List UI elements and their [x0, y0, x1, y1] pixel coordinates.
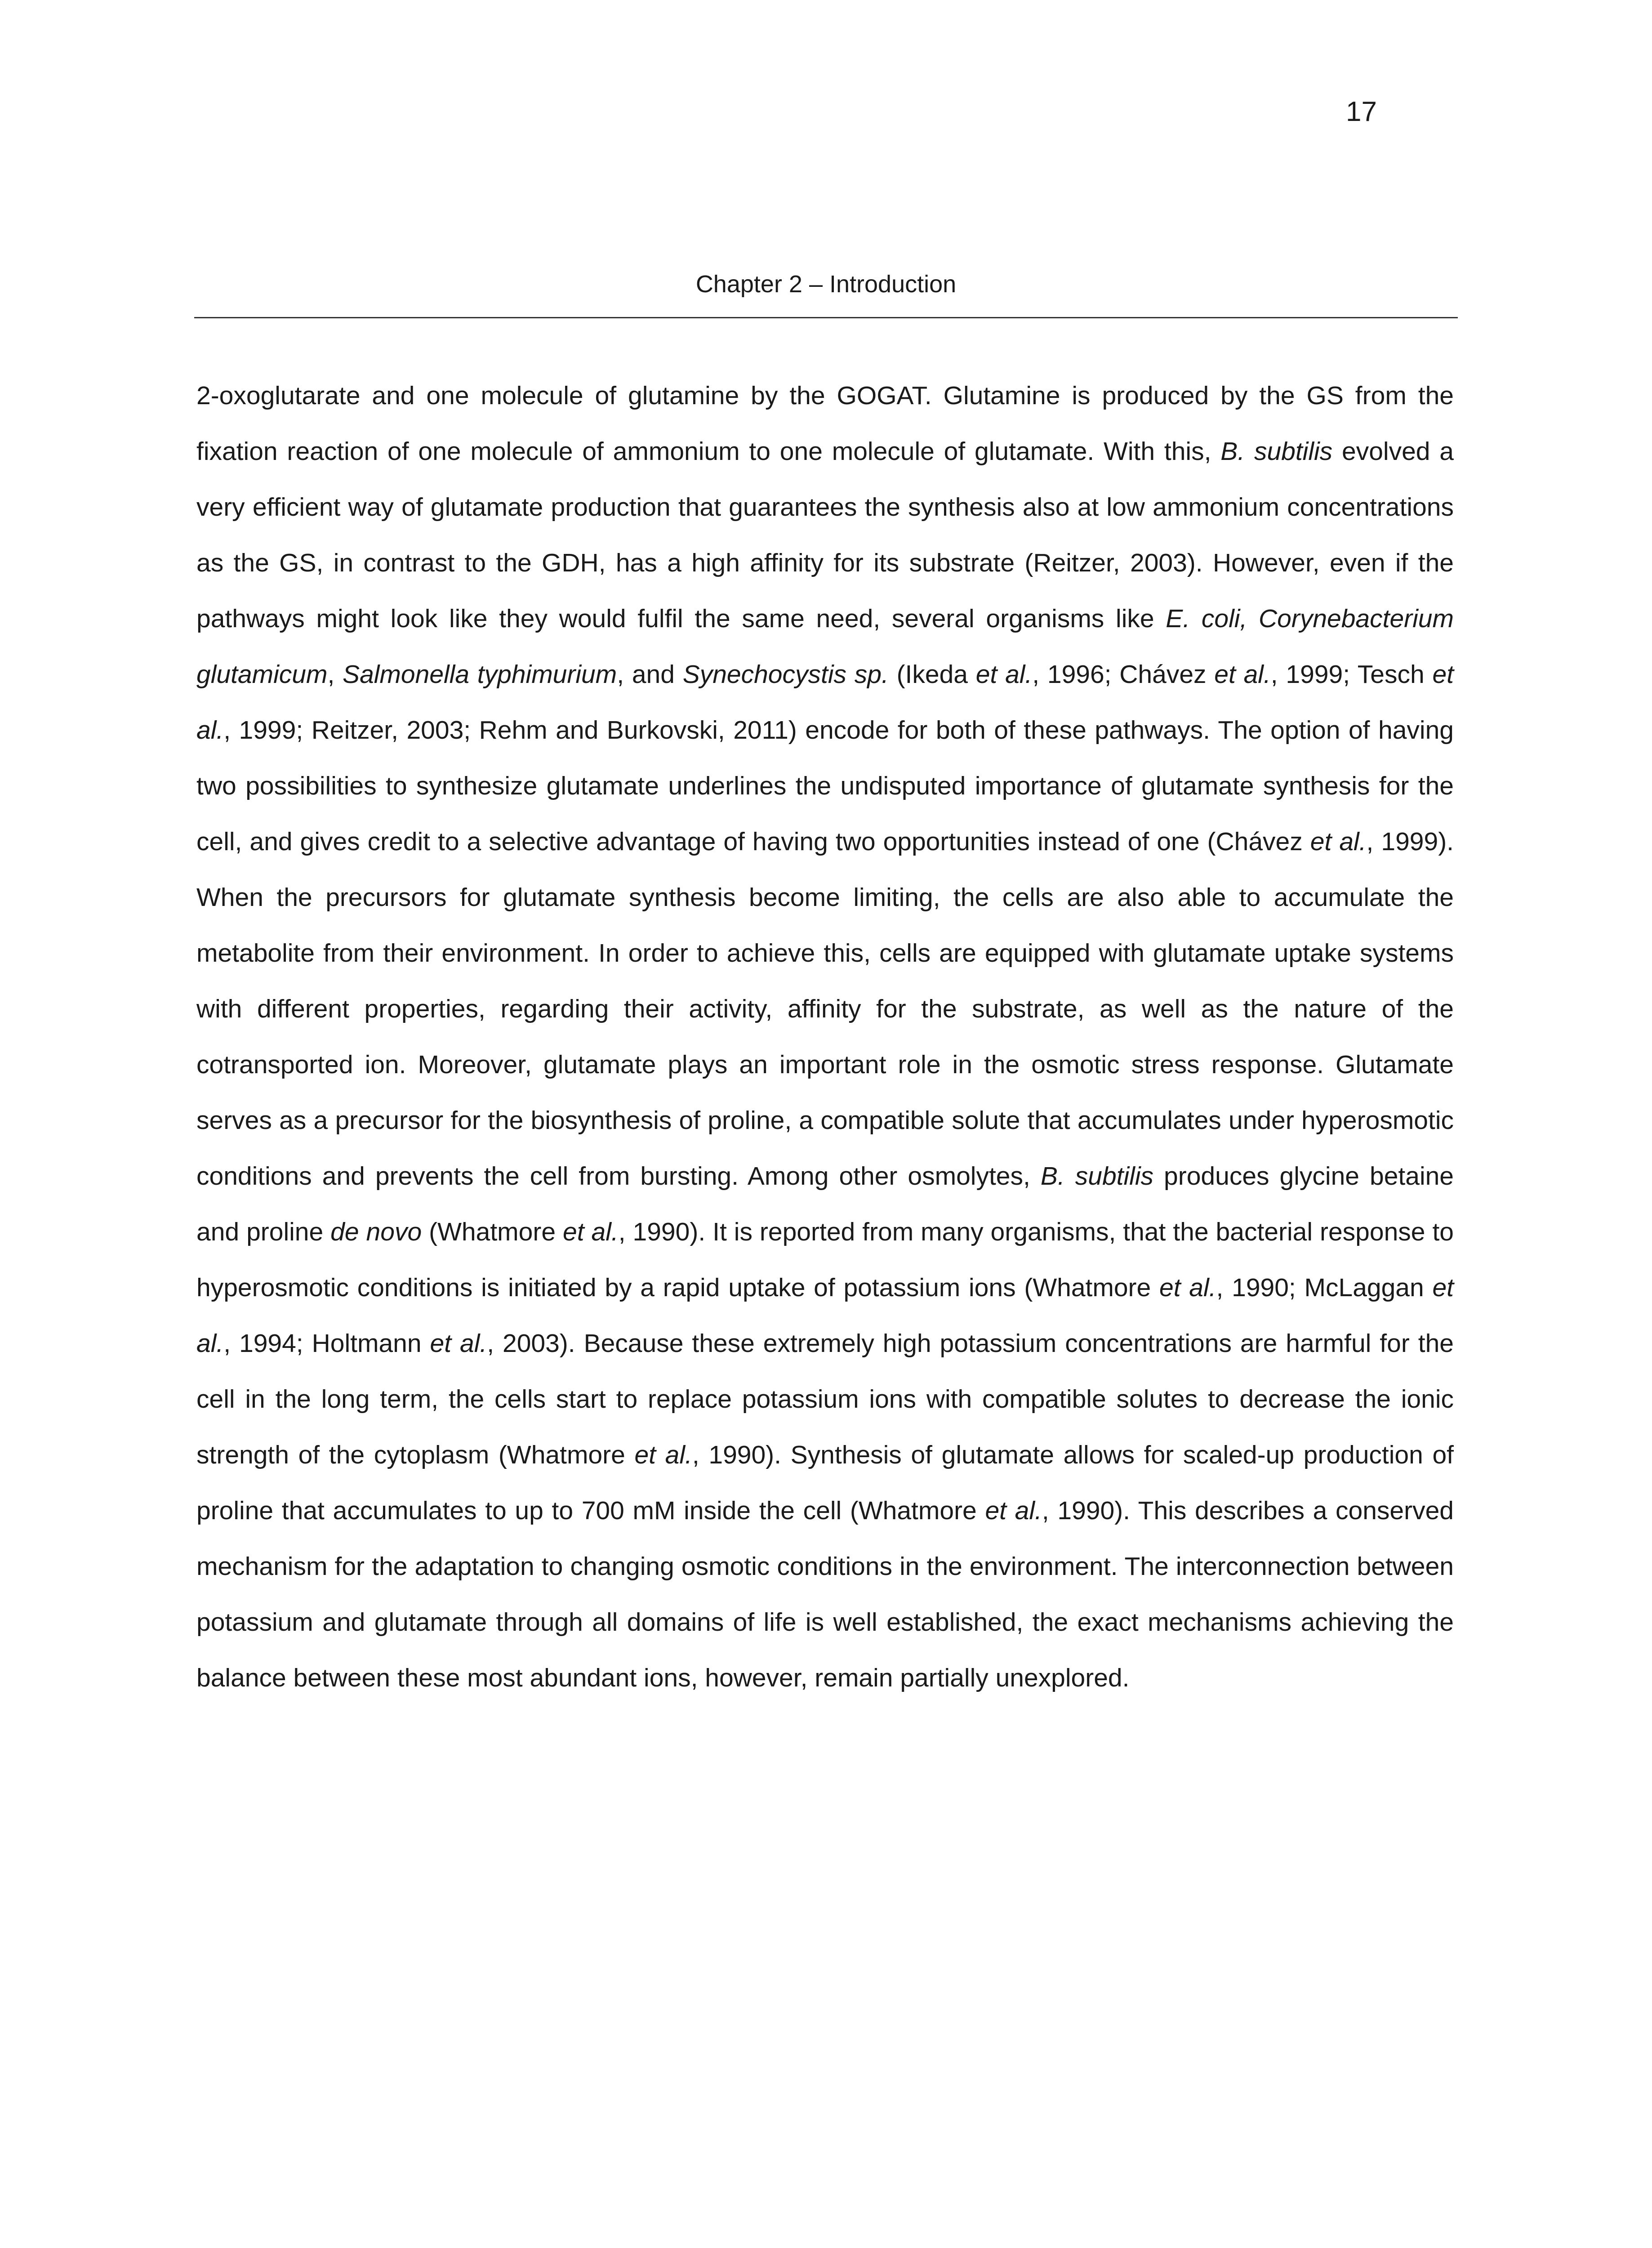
text-run: , 1999; Tesch	[1270, 660, 1433, 689]
text-run: , 1994; Holtmann	[223, 1329, 430, 1358]
italic-run: et al.	[196, 1273, 1454, 1358]
italic-run: E. coli, Corynebacterium glutamicum	[196, 604, 1454, 689]
text-run: , 1990). It is reported from many organisms, that the bacterial response to hyperosmotic conditions is initiated by a rapid uptake of potassium ions (Whatmore	[196, 1218, 1454, 1302]
italic-run: et al.	[634, 1441, 692, 1469]
italic-run: et al.	[196, 660, 1454, 745]
italic-run: Salmonella typhimurium	[343, 660, 617, 689]
running-header: Chapter 2 – Introduction	[695, 271, 957, 298]
header-rule	[194, 317, 1458, 318]
italic-run: et al.	[1310, 827, 1367, 856]
text-run: 2-oxoglutarate and one molecule of glutamine by the GOGAT. Glutamine is produced by the GS from the fixation reaction of one molecule of ammonium to one molecule of glutamate. With this,	[196, 381, 1454, 466]
italic-run: et al.	[975, 660, 1033, 689]
text-run: ,	[327, 660, 343, 689]
text-run: , and	[617, 660, 683, 689]
text-run: (Ikeda	[888, 660, 976, 689]
body-paragraph	[196, 368, 1454, 1706]
text-run: , 1990). Synthesis of glutamate allows for scaled-up production of proline that accumulates to up to 700 mM inside the cell (Whatmore	[196, 1441, 1454, 1525]
italic-run: Synechocystis sp.	[682, 660, 889, 689]
text-run: , 1999). When the precursors for glutamate synthesis become limiting, the cells are also able to accumulate the metabolite from their environment. In order to achieve this, cells are equipped with glutamate uptake systems with different properties, regarding their activity, affinity for the substrate, as well as the nature of the cotransported ion. Moreover, glutamate plays an important role in the osmotic stress response. Glutamate serves as a precursor for the biosynthesis of proline, a compatible solute that accumulates under hyperosmotic conditions and prevents the cell from bursting. Among other osmolytes,	[196, 827, 1454, 1191]
text-run: produces glycine betaine and proline	[196, 1162, 1454, 1246]
text-run: , 1990). This describes a conserved mechanism for the adaptation to changing osmotic conditions in the environment. The interconnection between potassium and glutamate through all domains of life is well established, the exact mechanisms achieving the balance between these most abundant ions, however, remain partially unexplored.	[196, 1496, 1454, 1692]
italic-run: et al.	[430, 1329, 487, 1358]
text-run: evolved a very efficient way of glutamate production that guarantees the synthesis also at low ammonium concentrations as the GS, in contrast to the GDH, has a high affinity for its substrate (Reitzer, 2003). However, even if the pathways might look like they would fulfil the same need, several organisms like	[196, 437, 1454, 633]
text-run: , 1990; McLaggan	[1216, 1273, 1433, 1302]
text-run: , 1999; Reitzer, 2003; Rehm and Burkovski, 2011) encode for both of these pathways. The option of having two possibilities to synthesize glutamate underlines the undisputed importance of glutamate synthesis for the cell, and gives credit to a selective advantage of having two opportunities instead of one (Chávez	[196, 716, 1454, 856]
text-run: , 1996; Chávez	[1032, 660, 1215, 689]
page-number: 17	[1346, 96, 1377, 127]
text-run: (Whatmore	[422, 1218, 563, 1246]
italic-run: B. subtilis	[1220, 437, 1333, 466]
italic-run: de novo	[330, 1218, 422, 1246]
italic-run: et al.	[563, 1218, 619, 1246]
italic-run: et al.	[1214, 660, 1271, 689]
italic-run: B. subtilis	[1040, 1162, 1153, 1191]
italic-run: et al.	[1159, 1273, 1216, 1302]
text-run: , 2003). Because these extremely high potassium concentrations are harmful for the cell in the long term, the cells start to replace potassium ions with compatible solutes to decrease the ionic strength of the cytoplasm (Whatmore	[196, 1329, 1454, 1469]
italic-run: et al.	[985, 1496, 1042, 1525]
